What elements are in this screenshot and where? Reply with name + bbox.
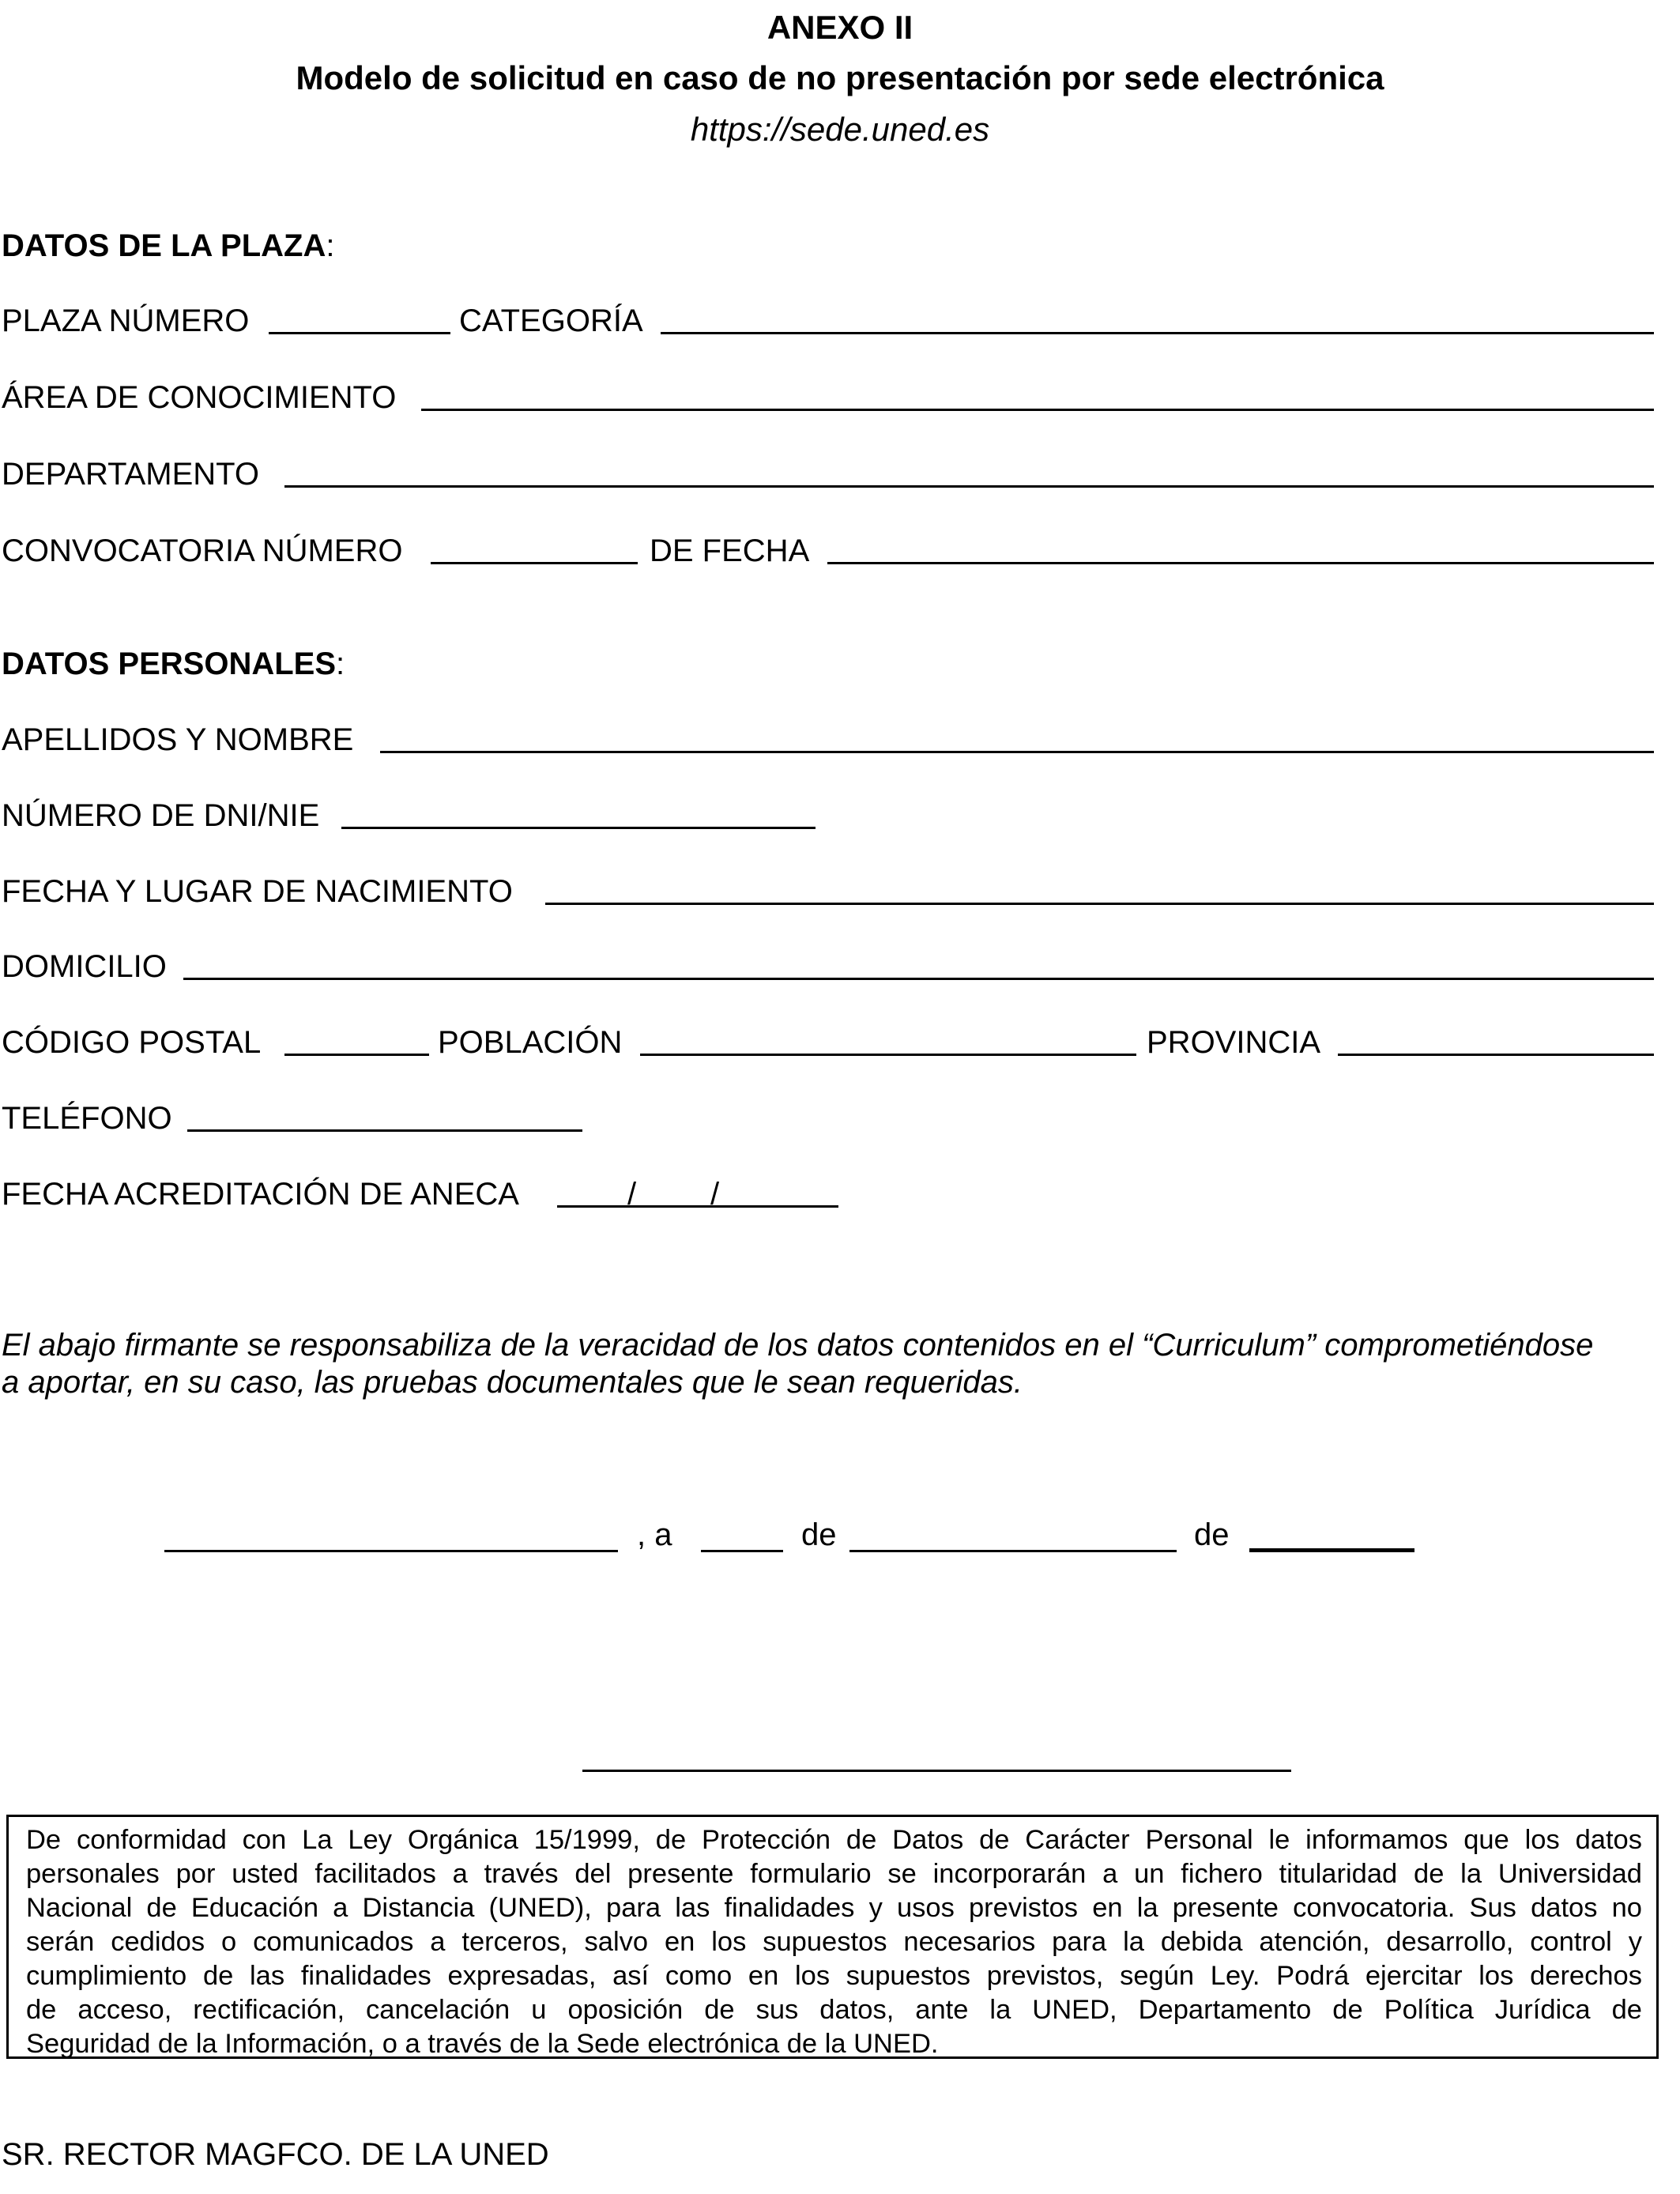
personal-heading-colon: :: [336, 647, 345, 681]
personal-heading-text: DATOS PERSONALES: [2, 647, 337, 681]
categoria-label: CATEGORÍA: [459, 303, 643, 338]
telefono-field[interactable]: [187, 1129, 582, 1132]
addressee: SR. RECTOR MAGFCO. DE LA UNED: [2, 2137, 549, 2172]
fecha-lugar-nacimiento-label: FECHA Y LUGAR DE NACIMIENTO: [2, 874, 513, 909]
annex-title: ANEXO II: [767, 9, 913, 46]
comma-a-text: , a: [637, 1517, 672, 1552]
plaza-numero-label: PLAZA NÚMERO: [2, 303, 250, 338]
convocatoria-numero-label: CONVOCATORIA NÚMERO: [2, 533, 403, 568]
poblacion-label: POBLACIÓN: [438, 1025, 623, 1060]
de-fecha-field[interactable]: [827, 562, 1654, 564]
dni-nie-field[interactable]: [341, 827, 816, 829]
de-text-1: de: [801, 1517, 837, 1552]
apellidos-nombre-field[interactable]: [380, 751, 1654, 753]
apellidos-nombre-label: APELLIDOS Y NOMBRE: [2, 722, 354, 757]
form-title: Modelo de solicitud en caso de no presentación por sede electrónica: [296, 59, 1384, 96]
codigo-postal-field[interactable]: [284, 1054, 429, 1056]
domicilio-field[interactable]: [183, 978, 1654, 980]
declaration-line: a aportar, en su caso, las pruebas documentales que le sean requeridas.: [2, 1365, 1023, 1400]
fecha-aneca-label: FECHA ACREDITACIÓN DE ANECA: [2, 1177, 519, 1212]
departamento-label: DEPARTAMENTO: [2, 457, 259, 492]
convocatoria-numero-field[interactable]: [431, 562, 638, 564]
notice-line: cumplimiento de las finalidades expresadas, así como en los supuestos previstos, según Ley. Podrá ejercitar los derechos: [26, 1961, 1642, 1991]
personal-section-heading: [2, 648, 345, 680]
codigo-postal-label: CÓDIGO POSTAL: [2, 1025, 262, 1060]
categoria-field[interactable]: [661, 332, 1654, 334]
provincia-field[interactable]: [1338, 1054, 1654, 1056]
dni-nie-label: NÚMERO DE DNI/NIE: [2, 798, 320, 833]
aneca-date-separator-2: /: [710, 1177, 720, 1212]
aneca-date-separator-1: /: [627, 1177, 637, 1212]
departamento-field[interactable]: [284, 485, 1654, 488]
year-field[interactable]: [1249, 1548, 1414, 1552]
notice-line: de acceso, rectificación, cancelación u oposición de sus datos, ante la UNED, Departamento de Política Jurídica de: [26, 1995, 1642, 2025]
position-heading-text: DATOS DE LA PLAZA: [2, 228, 326, 263]
position-heading-colon: :: [326, 228, 335, 263]
provincia-label: PROVINCIA: [1147, 1025, 1321, 1060]
notice-line: serán cedidos o comunicados a terceros, salvo en los supuestos necesarios para la debida atención, desarrollo, control y: [26, 1927, 1642, 1957]
domicilio-label: DOMICILIO: [2, 949, 167, 984]
declaration-text: [2, 1327, 1677, 1401]
fecha-aneca-field[interactable]: [557, 1205, 838, 1208]
notice-line: Seguridad de la Información, o a través de la Sede electrónica de la UNED.: [26, 2029, 939, 2059]
notice-line: Nacional de Educación a Distancia (UNED), para las finalidades y usos previstos en la presente convocatoria. Sus datos no: [26, 1893, 1642, 1923]
position-section-heading: [2, 230, 335, 262]
month-field[interactable]: [849, 1550, 1177, 1552]
telefono-label: TELÉFONO: [2, 1101, 172, 1136]
sede-url: https://sede.uned.es: [690, 111, 990, 148]
data-protection-notice: [6, 1815, 1659, 2059]
area-conocimiento-label: ÁREA DE CONOCIMIENTO: [2, 380, 397, 415]
de-fecha-label: DE FECHA: [650, 533, 810, 568]
plaza-numero-field[interactable]: [269, 332, 450, 334]
place-field[interactable]: [164, 1550, 618, 1552]
day-field[interactable]: [701, 1550, 783, 1552]
notice-line: personales por usted facilitados a través del presente formulario se incorporarán a un fichero titularidad de la Universidad: [26, 1859, 1642, 1889]
poblacion-field[interactable]: [640, 1054, 1136, 1056]
declaration-line: El abajo firmante se responsabiliza de la veracidad de los datos contenidos en el “Curriculum” comprometiéndose: [2, 1328, 1594, 1363]
area-conocimiento-field[interactable]: [421, 409, 1654, 411]
de-text-2: de: [1194, 1517, 1230, 1552]
fecha-lugar-nacimiento-field[interactable]: [545, 903, 1654, 905]
notice-line: De conformidad con La Ley Orgánica 15/1999, de Protección de Datos de Carácter Personal le informamos que los datos: [26, 1825, 1642, 1855]
signature-field[interactable]: [582, 1770, 1291, 1772]
